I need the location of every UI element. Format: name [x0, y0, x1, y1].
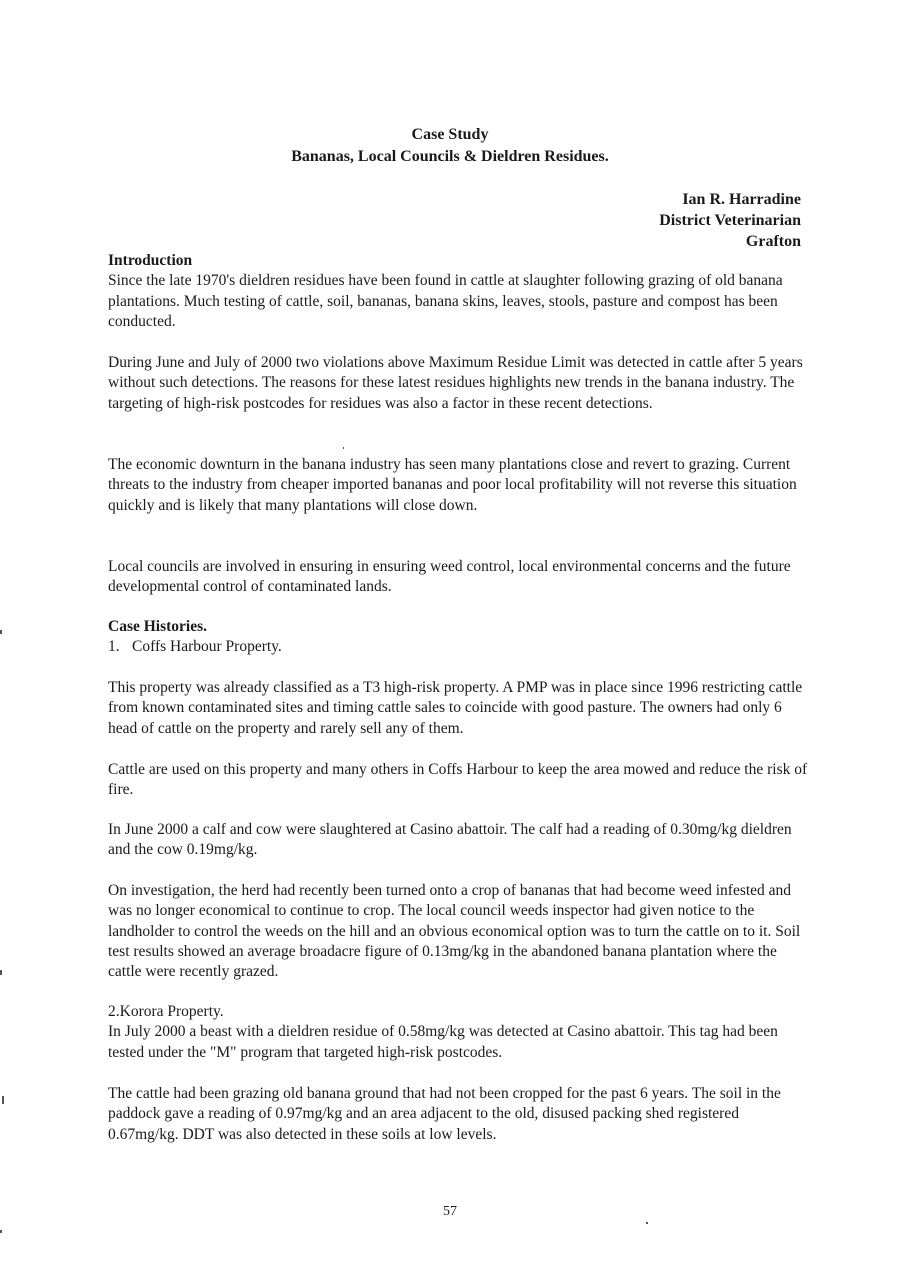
intro-paragraph-3-block — [108, 455, 808, 516]
case-2-paragraph-2-block — [108, 1084, 808, 1145]
document-title: Bananas, Local Councils & Dieldren Residues. — [291, 147, 609, 165]
case-1-paragraph-4-block — [108, 881, 808, 982]
intro-paragraph-4-block — [108, 557, 808, 598]
intro-paragraph-1: Since the late 1970's dieldren residues have been found in cattle at slaughter following grazing of old banana plantations. Much testing of cattle, soil, bananas, banana skins, leaves, stools, pasture and compost has been conducted. — [108, 272, 783, 330]
case-1-paragraph-1: This property was already classified as a T3 high-risk property. A PMP was in place since 1996 restricting cattle from known contaminated sites and timing cattle sales to coincide with good pasture. The owners had only 6 head of cattle on the property and rarely sell any of them. — [108, 679, 803, 737]
author-block — [659, 189, 801, 253]
case-1-paragraph-3-block — [108, 820, 808, 861]
case-1-paragraph-2-block — [108, 760, 808, 801]
case-1-title — [108, 637, 808, 657]
intro-paragraph-3: The economic downturn in the banana industry has seen many plantations close and revert to grazing. Current threats to the industry from cheaper imported bananas and poor local profitability will not reverse this situation quickly and is likely that many plantations will close down. — [108, 456, 797, 514]
case-1-paragraph-4: On investigation, the herd had recently been turned onto a crop of bananas that had become weed infested and was no longer economical to continue to crop. The local council weeds inspector had given notice to the landholder to control the weeds on the hill and an obvious economical option was to turn the cattle on to it. Soil test results showed an average broadacre figure of 0.13mg/kg in the abandoned banana plantation where the cattle were recently grazed. — [108, 882, 801, 981]
case-1-title-text: Coffs Harbour Property. — [132, 638, 282, 656]
intro-paragraph-4: Local councils are involved in ensuring in ensuring weed control, local environmental concerns and the future developmental control of contaminated lands. — [108, 558, 791, 596]
case-1-number: 1. — [108, 638, 120, 656]
author-location: Grafton — [745, 233, 801, 251]
author-role: District Veterinarian — [659, 212, 801, 230]
scan-speck — [646, 1222, 648, 1224]
scan-speck — [2, 1096, 4, 1104]
case-2-block — [108, 1002, 808, 1063]
scan-speck — [343, 447, 344, 449]
case-histories-heading: Case Histories. — [108, 618, 208, 635]
scan-speck — [0, 970, 2, 975]
introduction-heading: Introduction — [108, 252, 193, 269]
author-name: Ian R. Harradine — [682, 191, 801, 208]
scan-speck — [0, 630, 2, 634]
case-1-paragraph-3: In June 2000 a calf and cow were slaughtered at Casino abattoir. The calf had a reading of 0.30mg/kg dieldren and the cow 0.19mg/kg. — [108, 821, 792, 859]
page-number: 57 — [443, 1204, 457, 1219]
case-histories-section — [108, 617, 808, 658]
intro-paragraph-2: During June and July of 2000 two violations above Maximum Residue Limit was detected in cattle after 5 years without such detections. The reasons for these latest residues highlights new trends in the banana industry. The targeting of high-risk postcodes for residues was also a factor in these recent detections. — [108, 354, 803, 412]
case-1-paragraph-1-block — [108, 678, 808, 739]
introduction-section — [108, 251, 808, 332]
case-2-paragraph-2: The cattle had been grazing old banana ground that had not been cropped for the past 6 years. The soil in the paddock gave a reading of 0.97mg/kg and an area adjacent to the old, disused packing shed registered 0.67mg/kg. DDT was also detected in these soils at low levels. — [108, 1085, 781, 1143]
case-2-title: 2.Korora Property. — [108, 1003, 224, 1020]
intro-paragraph-2-block — [108, 353, 808, 414]
title-block — [0, 124, 900, 167]
case-1-paragraph-2: Cattle are used on this property and many others in Coffs Harbour to keep the area mowed and reduce the risk of fire. — [108, 761, 808, 799]
scan-speck — [0, 1230, 2, 1233]
case-study-label: Case Study — [411, 126, 489, 143]
case-2-paragraph-1: In July 2000 a beast with a dieldren residue of 0.58mg/kg was detected at Casino abattoir. This tag had been tested under the "M" program that targeted high-risk postcodes. — [108, 1023, 778, 1061]
